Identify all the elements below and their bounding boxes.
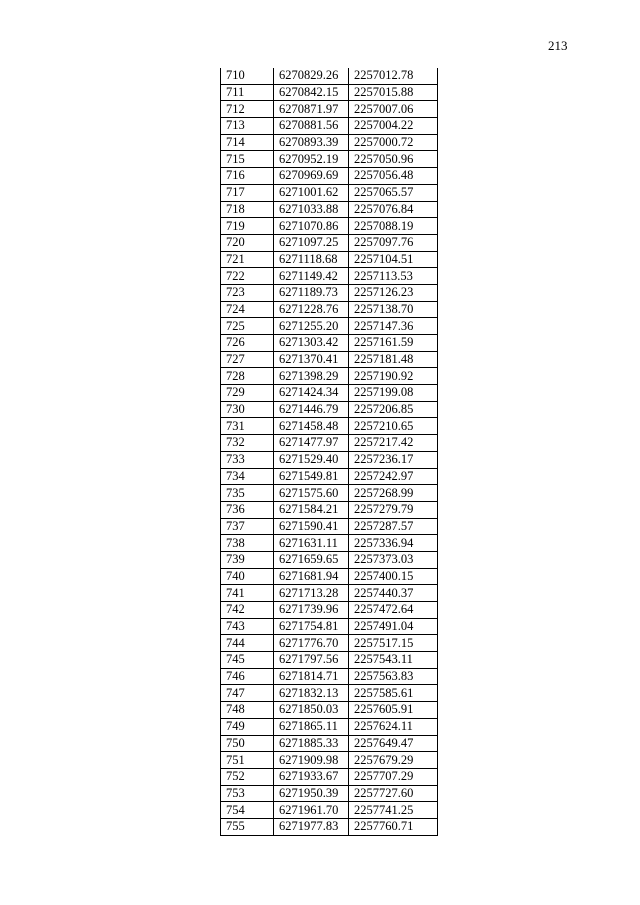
point-number-cell: 750 bbox=[221, 735, 274, 752]
x-coordinate-cell: 6271424.34 bbox=[274, 385, 349, 402]
y-coordinate-cell: 2257373.03 bbox=[349, 551, 438, 568]
y-coordinate-cell: 2257268.99 bbox=[349, 485, 438, 502]
point-number-cell: 748 bbox=[221, 702, 274, 719]
point-number-cell: 726 bbox=[221, 335, 274, 352]
x-coordinate-cell: 6271255.20 bbox=[274, 318, 349, 335]
point-number-cell: 716 bbox=[221, 168, 274, 185]
y-coordinate-cell: 2257138.70 bbox=[349, 301, 438, 318]
table-row bbox=[221, 451, 438, 468]
x-coordinate-cell: 6271149.42 bbox=[274, 268, 349, 285]
x-coordinate-cell: 6271909.98 bbox=[274, 752, 349, 769]
table-row bbox=[221, 251, 438, 268]
point-number-cell: 729 bbox=[221, 385, 274, 402]
point-number-cell: 735 bbox=[221, 485, 274, 502]
point-number-cell: 712 bbox=[221, 101, 274, 118]
point-number-cell: 730 bbox=[221, 401, 274, 418]
y-coordinate-cell: 2257649.47 bbox=[349, 735, 438, 752]
x-coordinate-cell: 6271950.39 bbox=[274, 785, 349, 802]
table-row bbox=[221, 602, 438, 619]
point-number-cell: 755 bbox=[221, 818, 274, 835]
table-row bbox=[221, 435, 438, 452]
point-number-cell: 742 bbox=[221, 602, 274, 619]
x-coordinate-cell: 6271739.96 bbox=[274, 602, 349, 619]
y-coordinate-cell: 2257012.78 bbox=[349, 68, 438, 84]
y-coordinate-cell: 2257279.79 bbox=[349, 501, 438, 518]
y-coordinate-cell: 2257206.85 bbox=[349, 401, 438, 418]
x-coordinate-cell: 6270881.56 bbox=[274, 118, 349, 135]
y-coordinate-cell: 2257472.64 bbox=[349, 602, 438, 619]
y-coordinate-cell: 2257181.48 bbox=[349, 351, 438, 368]
point-number-cell: 710 bbox=[221, 68, 274, 84]
point-number-cell: 732 bbox=[221, 435, 274, 452]
x-coordinate-cell: 6271584.21 bbox=[274, 501, 349, 518]
table-row bbox=[221, 568, 438, 585]
table-row bbox=[221, 668, 438, 685]
x-coordinate-cell: 6271933.67 bbox=[274, 768, 349, 785]
point-number-cell: 751 bbox=[221, 752, 274, 769]
table-row bbox=[221, 301, 438, 318]
y-coordinate-cell: 2257097.76 bbox=[349, 234, 438, 251]
y-coordinate-cell: 2257563.83 bbox=[349, 668, 438, 685]
table-row bbox=[221, 418, 438, 435]
table-row bbox=[221, 401, 438, 418]
y-coordinate-cell: 2257126.23 bbox=[349, 284, 438, 301]
table-row bbox=[221, 718, 438, 735]
x-coordinate-cell: 6271477.97 bbox=[274, 435, 349, 452]
x-coordinate-cell: 6271070.86 bbox=[274, 218, 349, 235]
y-coordinate-cell: 2257491.04 bbox=[349, 618, 438, 635]
x-coordinate-cell: 6270871.97 bbox=[274, 101, 349, 118]
table-row bbox=[221, 652, 438, 669]
point-number-cell: 733 bbox=[221, 451, 274, 468]
point-number-cell: 724 bbox=[221, 301, 274, 318]
table-row bbox=[221, 485, 438, 502]
x-coordinate-cell: 6271189.73 bbox=[274, 284, 349, 301]
table-row bbox=[221, 702, 438, 719]
point-number-cell: 711 bbox=[221, 84, 274, 101]
coordinate-table bbox=[220, 68, 438, 836]
point-number-cell: 731 bbox=[221, 418, 274, 435]
y-coordinate-cell: 2257056.48 bbox=[349, 168, 438, 185]
table-row bbox=[221, 68, 438, 84]
table-row bbox=[221, 118, 438, 135]
x-coordinate-cell: 6271097.25 bbox=[274, 234, 349, 251]
table-row bbox=[221, 134, 438, 151]
y-coordinate-cell: 2257004.22 bbox=[349, 118, 438, 135]
point-number-cell: 719 bbox=[221, 218, 274, 235]
y-coordinate-cell: 2257076.84 bbox=[349, 201, 438, 218]
y-coordinate-cell: 2257190.92 bbox=[349, 368, 438, 385]
y-coordinate-cell: 2257517.15 bbox=[349, 635, 438, 652]
table-row bbox=[221, 735, 438, 752]
y-coordinate-cell: 2257147.36 bbox=[349, 318, 438, 335]
table-row bbox=[221, 752, 438, 769]
table-row bbox=[221, 685, 438, 702]
point-number-cell: 722 bbox=[221, 268, 274, 285]
y-coordinate-cell: 2257624.11 bbox=[349, 718, 438, 735]
table-row bbox=[221, 234, 438, 251]
table-row bbox=[221, 368, 438, 385]
table-row bbox=[221, 151, 438, 168]
point-number-cell: 714 bbox=[221, 134, 274, 151]
table-row bbox=[221, 385, 438, 402]
x-coordinate-cell: 6271977.83 bbox=[274, 818, 349, 835]
x-coordinate-cell: 6271370.41 bbox=[274, 351, 349, 368]
table-row bbox=[221, 284, 438, 301]
y-coordinate-cell: 2257585.61 bbox=[349, 685, 438, 702]
x-coordinate-cell: 6271118.68 bbox=[274, 251, 349, 268]
point-number-cell: 737 bbox=[221, 518, 274, 535]
point-number-cell: 745 bbox=[221, 652, 274, 669]
x-coordinate-cell: 6271575.60 bbox=[274, 485, 349, 502]
point-number-cell: 728 bbox=[221, 368, 274, 385]
point-number-cell: 717 bbox=[221, 184, 274, 201]
y-coordinate-cell: 2257440.37 bbox=[349, 585, 438, 602]
table-row bbox=[221, 201, 438, 218]
x-coordinate-cell: 6271850.03 bbox=[274, 702, 349, 719]
x-coordinate-cell: 6271797.56 bbox=[274, 652, 349, 669]
point-number-cell: 720 bbox=[221, 234, 274, 251]
y-coordinate-cell: 2257000.72 bbox=[349, 134, 438, 151]
table-row bbox=[221, 468, 438, 485]
x-coordinate-cell: 6271713.28 bbox=[274, 585, 349, 602]
y-coordinate-cell: 2257217.42 bbox=[349, 435, 438, 452]
x-coordinate-cell: 6271776.70 bbox=[274, 635, 349, 652]
table-row bbox=[221, 318, 438, 335]
point-number-cell: 743 bbox=[221, 618, 274, 635]
point-number-cell: 740 bbox=[221, 568, 274, 585]
x-coordinate-cell: 6271832.13 bbox=[274, 685, 349, 702]
point-number-cell: 721 bbox=[221, 251, 274, 268]
table-row bbox=[221, 535, 438, 552]
y-coordinate-cell: 2257741.25 bbox=[349, 802, 438, 819]
table-row bbox=[221, 618, 438, 635]
x-coordinate-cell: 6271754.81 bbox=[274, 618, 349, 635]
y-coordinate-cell: 2257543.11 bbox=[349, 652, 438, 669]
y-coordinate-cell: 2257007.06 bbox=[349, 101, 438, 118]
x-coordinate-cell: 6271681.94 bbox=[274, 568, 349, 585]
x-coordinate-cell: 6271001.62 bbox=[274, 184, 349, 201]
point-number-cell: 727 bbox=[221, 351, 274, 368]
point-number-cell: 718 bbox=[221, 201, 274, 218]
table-row bbox=[221, 335, 438, 352]
x-coordinate-cell: 6271590.41 bbox=[274, 518, 349, 535]
y-coordinate-cell: 2257679.29 bbox=[349, 752, 438, 769]
point-number-cell: 739 bbox=[221, 551, 274, 568]
point-number-cell: 752 bbox=[221, 768, 274, 785]
y-coordinate-cell: 2257104.51 bbox=[349, 251, 438, 268]
point-number-cell: 747 bbox=[221, 685, 274, 702]
table-row bbox=[221, 184, 438, 201]
y-coordinate-cell: 2257605.91 bbox=[349, 702, 438, 719]
table-row bbox=[221, 351, 438, 368]
x-coordinate-cell: 6271631.11 bbox=[274, 535, 349, 552]
x-coordinate-cell: 6271458.48 bbox=[274, 418, 349, 435]
point-number-cell: 749 bbox=[221, 718, 274, 735]
x-coordinate-cell: 6270952.19 bbox=[274, 151, 349, 168]
table-row bbox=[221, 268, 438, 285]
x-coordinate-cell: 6271529.40 bbox=[274, 451, 349, 468]
x-coordinate-cell: 6271228.76 bbox=[274, 301, 349, 318]
table-row bbox=[221, 785, 438, 802]
x-coordinate-cell: 6270893.39 bbox=[274, 134, 349, 151]
table-row bbox=[221, 168, 438, 185]
x-coordinate-cell: 6271303.42 bbox=[274, 335, 349, 352]
table-row bbox=[221, 585, 438, 602]
table-row bbox=[221, 84, 438, 101]
y-coordinate-cell: 2257015.88 bbox=[349, 84, 438, 101]
x-coordinate-cell: 6271446.79 bbox=[274, 401, 349, 418]
point-number-cell: 738 bbox=[221, 535, 274, 552]
table-row bbox=[221, 551, 438, 568]
point-number-cell: 725 bbox=[221, 318, 274, 335]
y-coordinate-cell: 2257113.53 bbox=[349, 268, 438, 285]
table-row bbox=[221, 635, 438, 652]
point-number-cell: 713 bbox=[221, 118, 274, 135]
table-row bbox=[221, 818, 438, 835]
y-coordinate-cell: 2257242.97 bbox=[349, 468, 438, 485]
point-number-cell: 741 bbox=[221, 585, 274, 602]
y-coordinate-cell: 2257287.57 bbox=[349, 518, 438, 535]
y-coordinate-cell: 2257727.60 bbox=[349, 785, 438, 802]
x-coordinate-cell: 6271033.88 bbox=[274, 201, 349, 218]
table-row bbox=[221, 768, 438, 785]
coordinate-table-body bbox=[221, 68, 438, 835]
table-row bbox=[221, 802, 438, 819]
y-coordinate-cell: 2257760.71 bbox=[349, 818, 438, 835]
y-coordinate-cell: 2257707.29 bbox=[349, 768, 438, 785]
point-number-cell: 715 bbox=[221, 151, 274, 168]
table-row bbox=[221, 501, 438, 518]
point-number-cell: 746 bbox=[221, 668, 274, 685]
point-number-cell: 754 bbox=[221, 802, 274, 819]
table-row bbox=[221, 218, 438, 235]
y-coordinate-cell: 2257161.59 bbox=[349, 335, 438, 352]
point-number-cell: 753 bbox=[221, 785, 274, 802]
table-row bbox=[221, 518, 438, 535]
y-coordinate-cell: 2257065.57 bbox=[349, 184, 438, 201]
y-coordinate-cell: 2257236.17 bbox=[349, 451, 438, 468]
x-coordinate-cell: 6270969.69 bbox=[274, 168, 349, 185]
x-coordinate-cell: 6270842.15 bbox=[274, 84, 349, 101]
y-coordinate-cell: 2257400.15 bbox=[349, 568, 438, 585]
point-number-cell: 734 bbox=[221, 468, 274, 485]
point-number-cell: 723 bbox=[221, 284, 274, 301]
x-coordinate-cell: 6271549.81 bbox=[274, 468, 349, 485]
page-number: 213 bbox=[548, 38, 568, 53]
x-coordinate-cell: 6271814.71 bbox=[274, 668, 349, 685]
table-row bbox=[221, 101, 438, 118]
y-coordinate-cell: 2257199.08 bbox=[349, 385, 438, 402]
y-coordinate-cell: 2257050.96 bbox=[349, 151, 438, 168]
y-coordinate-cell: 2257088.19 bbox=[349, 218, 438, 235]
point-number-cell: 736 bbox=[221, 501, 274, 518]
y-coordinate-cell: 2257210.65 bbox=[349, 418, 438, 435]
x-coordinate-cell: 6271885.33 bbox=[274, 735, 349, 752]
x-coordinate-cell: 6270829.26 bbox=[274, 68, 349, 84]
x-coordinate-cell: 6271398.29 bbox=[274, 368, 349, 385]
x-coordinate-cell: 6271865.11 bbox=[274, 718, 349, 735]
y-coordinate-cell: 2257336.94 bbox=[349, 535, 438, 552]
point-number-cell: 744 bbox=[221, 635, 274, 652]
x-coordinate-cell: 6271659.65 bbox=[274, 551, 349, 568]
x-coordinate-cell: 6271961.70 bbox=[274, 802, 349, 819]
